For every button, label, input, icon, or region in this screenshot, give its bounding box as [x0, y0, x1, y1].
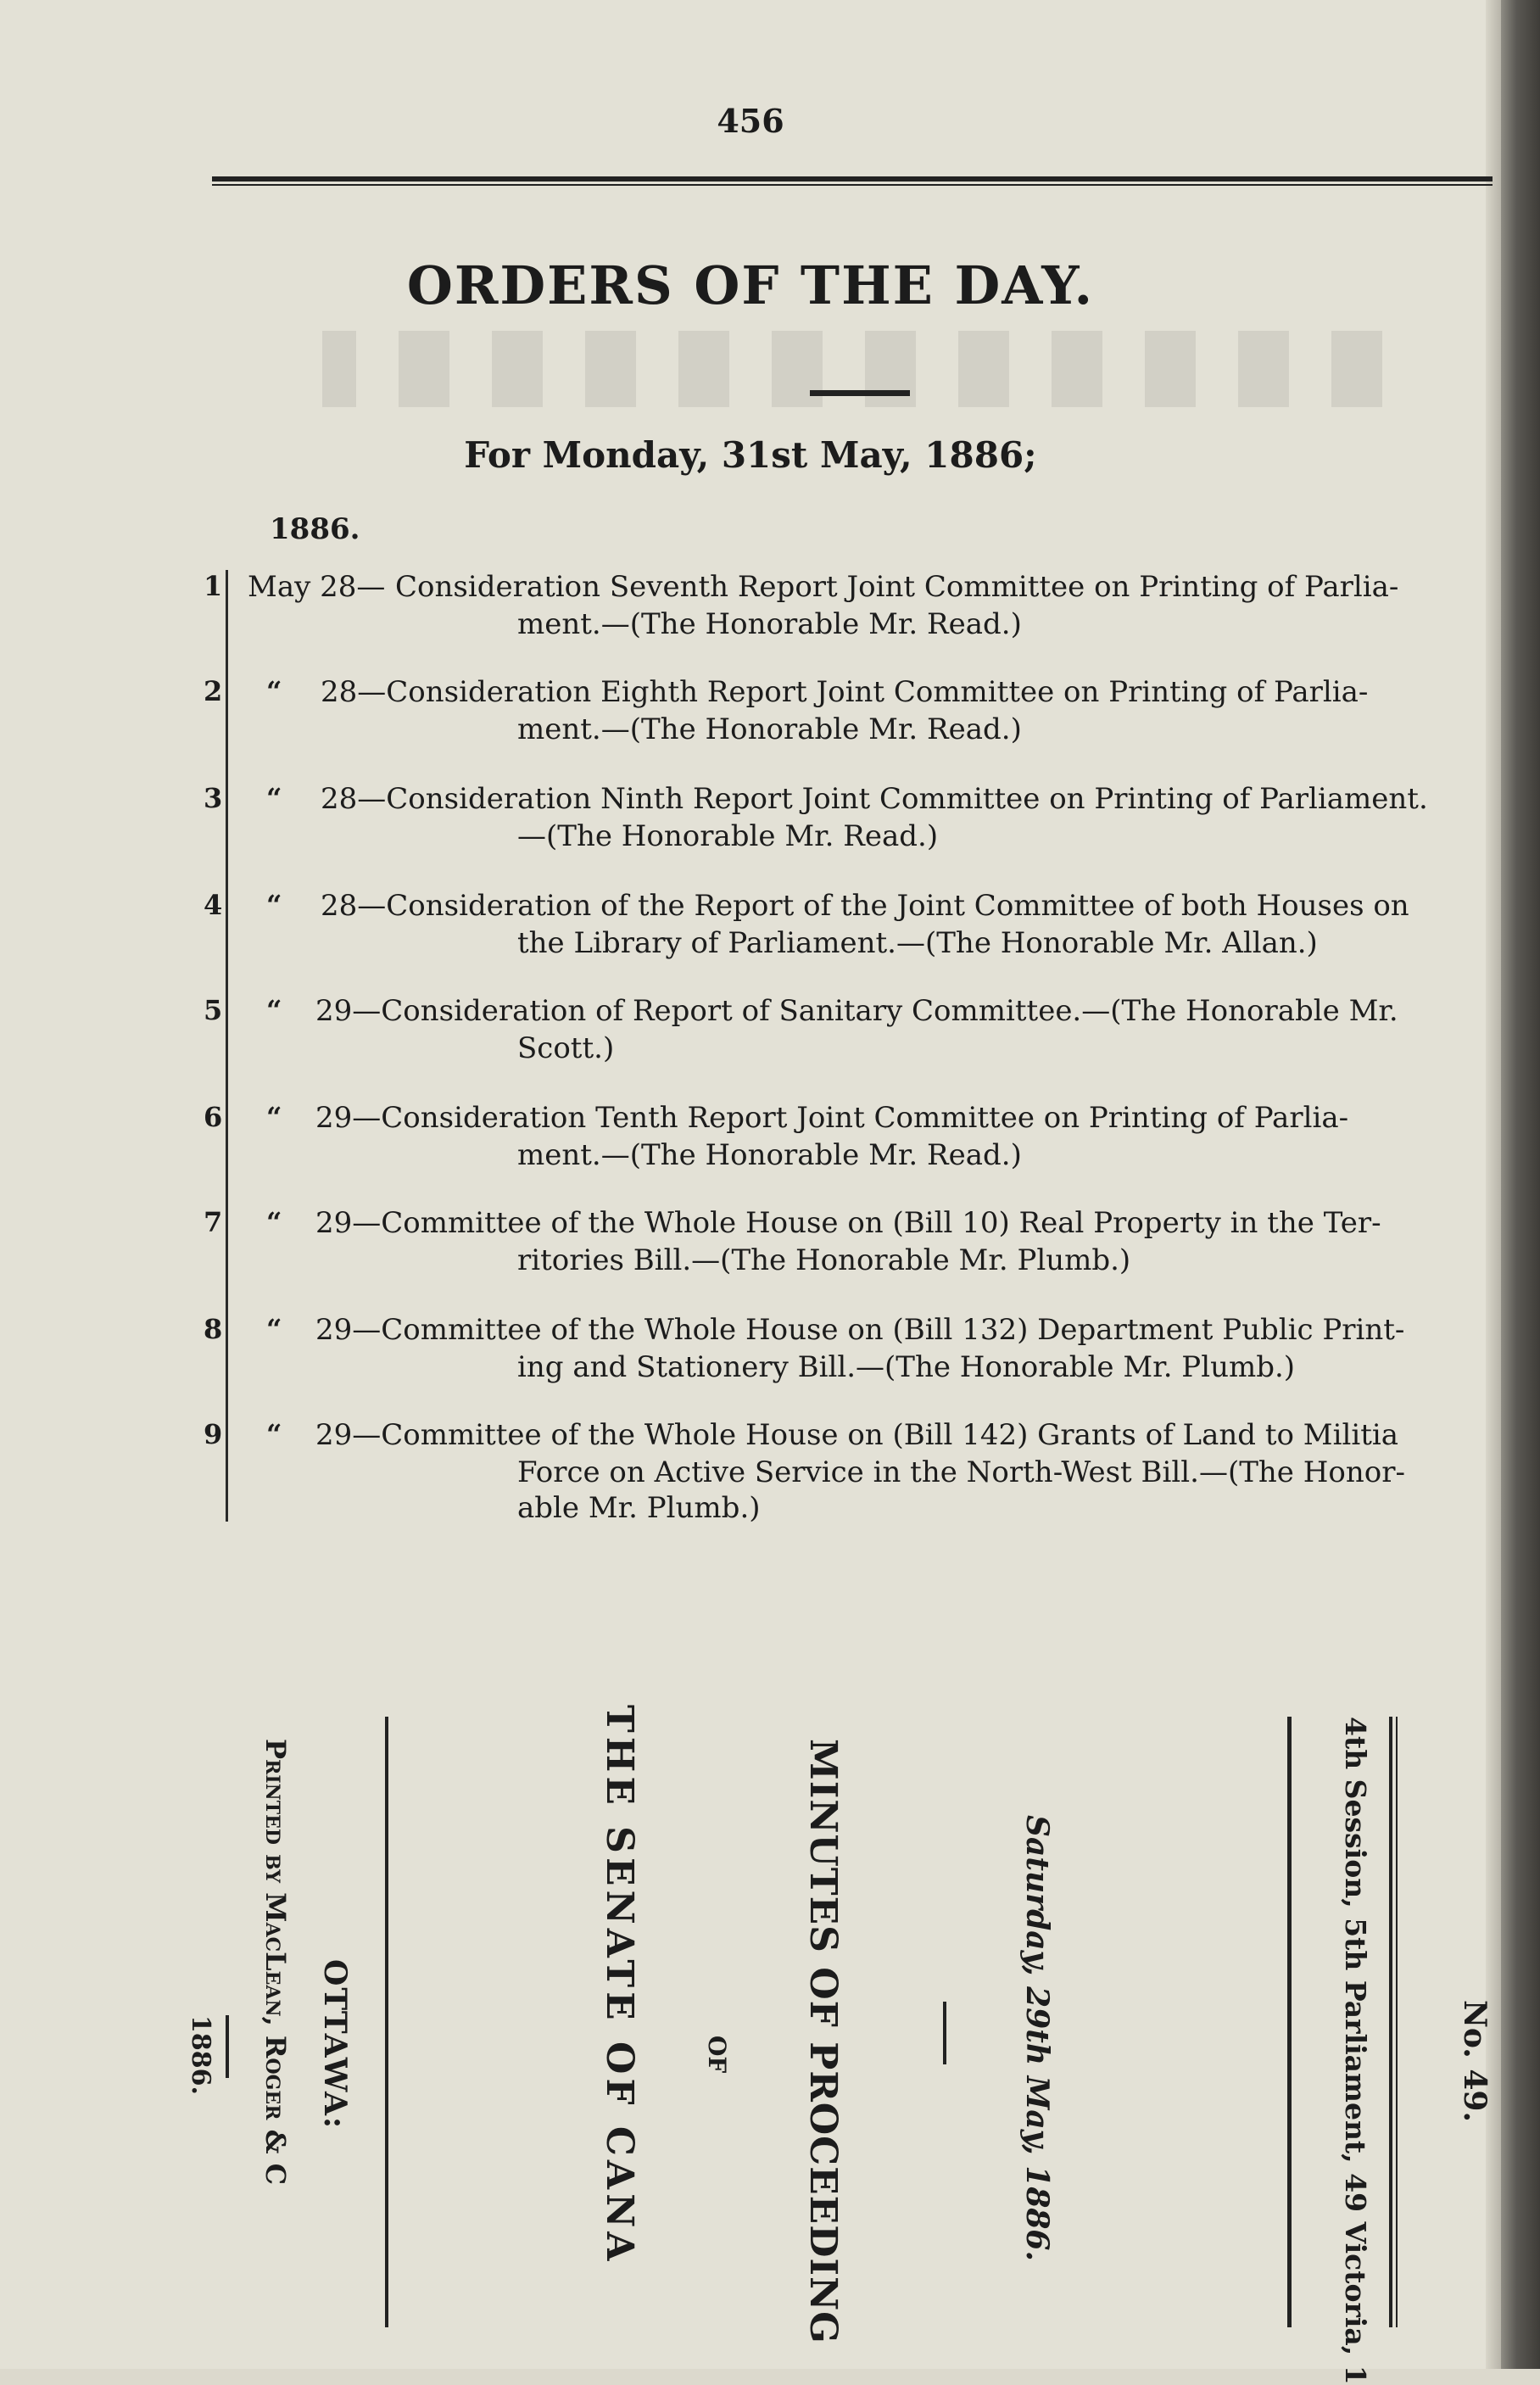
- page-number: 456: [717, 102, 784, 140]
- order-text-cont: ritories Bill.—(The Honorable Mr. Plumb.): [517, 1243, 1131, 1277]
- order-text: 29—Committee of the Whole House on (Bill 132) Department Public Print-: [315, 1313, 1405, 1347]
- order-text: 29—Consideration Tenth Report Joint Committee on Printing of Parlia-: [315, 1101, 1349, 1135]
- ditto-mark: “: [266, 1418, 282, 1450]
- cover-title-line1: MINUTES OF PROCEEDING: [801, 1739, 845, 2344]
- cover-rule: [1287, 1717, 1292, 2327]
- order-text-cont: —(The Honorable Mr. Read.): [517, 819, 939, 853]
- cover-date: Saturday, 29th May, 1886.: [1019, 1815, 1055, 2262]
- cover-divider: [943, 2002, 946, 2064]
- cover-of: OF: [703, 2036, 731, 2074]
- date-heading: For Monday, 31st May, 1886;: [464, 434, 1037, 476]
- cover-printer: Printed by MacLean, Roger & C: [259, 1739, 292, 2186]
- orders-margin-rule: [226, 570, 228, 1522]
- cover-year: 1886.: [186, 2015, 215, 2095]
- cover-rule: [1389, 1717, 1392, 2327]
- ditto-mark: “: [266, 675, 282, 707]
- ditto-mark: “: [266, 1101, 282, 1133]
- section-title: ORDERS OF THE DAY.: [406, 254, 1095, 316]
- order-text: 28—Consideration Ninth Report Joint Committee on Printing of Parliament.: [321, 782, 1428, 816]
- order-text-cont: the Library of Parliament.—(The Honorable Mr. Allan.): [517, 926, 1318, 960]
- ditto-mark: “: [266, 1313, 282, 1345]
- cover-title-line2: THE SENATE OF CANA: [598, 1705, 641, 2265]
- title-divider: [810, 390, 910, 396]
- order-number: 7: [204, 1206, 223, 1238]
- order-number: 2: [204, 675, 223, 707]
- order-text-cont: ment.—(The Honorable Mr. Read.): [517, 607, 1022, 641]
- order-text-cont: ment.—(The Honorable Mr. Read.): [517, 712, 1022, 746]
- session-info: 4th Session, 5th Parliament, 49 Victoria, 1: [1339, 1717, 1372, 2385]
- cover-rule: [385, 1717, 388, 2327]
- book-spine: [1501, 0, 1540, 2369]
- order-number: 4: [204, 889, 223, 921]
- header-double-rule: [212, 176, 1493, 186]
- issue-number: No. 49.: [1457, 2000, 1493, 2122]
- order-number: 9: [204, 1418, 223, 1450]
- order-text: Consideration Seventh Report Joint Committee on Printing of Parlia-: [395, 570, 1399, 604]
- order-number: 5: [204, 994, 223, 1026]
- order-text-cont: Force on Active Service in the North-West Bill.—(The Honor-: [517, 1455, 1405, 1489]
- ditto-mark: “: [266, 1206, 282, 1238]
- order-text-cont: ment.—(The Honorable Mr. Read.): [517, 1138, 1022, 1172]
- order-text-cont: Scott.): [517, 1031, 615, 1065]
- order-text: 28—Consideration of the Report of the Joint Committee of both Houses on: [321, 889, 1409, 923]
- order-text-cont: ing and Stationery Bill.—(The Honorable Mr. Plumb.): [517, 1350, 1296, 1384]
- order-text: 28—Consideration Eighth Report Joint Committee on Printing of Parlia-: [321, 675, 1369, 709]
- cover-place: OTTAWA:: [317, 1959, 353, 2131]
- ditto-mark: “: [266, 994, 282, 1026]
- cover-rule: [1396, 1717, 1398, 2327]
- order-text: 29—Consideration of Report of Sanitary Committee.—(The Honorable Mr.: [315, 994, 1398, 1028]
- year-label: 1886.: [270, 512, 360, 546]
- order-text: 29—Committee of the Whole House on (Bill 10) Real Property in the Ter-: [315, 1206, 1381, 1240]
- order-number: 6: [204, 1101, 223, 1133]
- order-number: 3: [204, 782, 223, 814]
- ditto-mark: “: [266, 889, 282, 921]
- ditto-mark: “: [266, 782, 282, 814]
- cover-divider: [226, 2015, 229, 2078]
- order-text: 29—Committee of the Whole House on (Bill 142) Grants of Land to Militia: [315, 1418, 1399, 1452]
- order-date: May 28—: [248, 570, 386, 604]
- order-text-cont: able Mr. Plumb.): [517, 1491, 761, 1525]
- order-number: 8: [204, 1313, 223, 1345]
- order-number: 1: [204, 570, 223, 602]
